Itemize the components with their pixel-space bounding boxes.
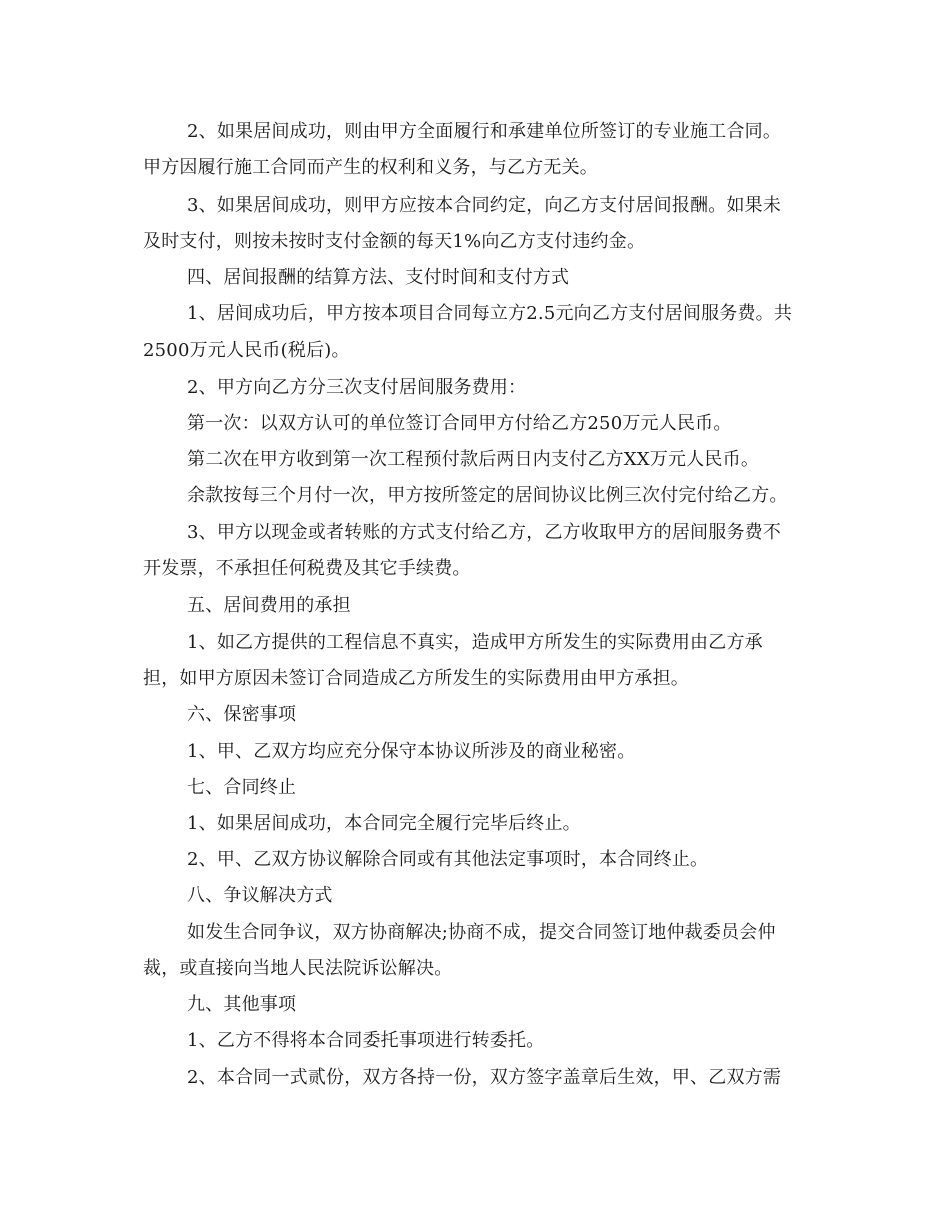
paragraph-line: 担，如甲方原因未签订合同造成乙方所发生的实际费用由甲方承担。 [143, 668, 689, 689]
paragraph-line: 1、乙方不得将本合同委托事项进行转委托。 [187, 1030, 545, 1051]
paragraph-line: 2500万元人民币(税后)。 [143, 340, 350, 361]
paragraph-line: 1、居间成功后，甲方按本项目合同每立方2.5元向乙方支付居间服务费。共 [187, 303, 793, 324]
paragraph-line: 第二次在甲方收到第一次工程预付款后两日内支付乙方XX万元人民币。 [187, 449, 760, 470]
paragraph-line: 1、甲、乙双方均应充分保守本协议所涉及的商业秘密。 [187, 741, 636, 762]
section-heading: 九、其他事项 [187, 994, 297, 1015]
paragraph-line: 3、甲方以现金或者转账的方式支付给乙方，乙方收取甲方的居间服务费不 [187, 522, 782, 543]
paragraph-line: 3、如果居间成功，则甲方应按本合同约定，向乙方支付居间报酬。如果未 [187, 195, 782, 216]
paragraph-line: 甲方因履行施工合同而产生的权利和义务，与乙方无关。 [143, 157, 598, 178]
paragraph-line: 余款按每三个月付一次，甲方按所签定的居间协议比例三次付完付给乙方。 [187, 485, 788, 506]
paragraph-line: 1、如乙方提供的工程信息不真实，造成甲方所发生的实际费用由乙方承 [187, 632, 763, 653]
paragraph-line: 2、如果居间成功，则由甲方全面履行和承建单位所签订的专业施工合同。 [187, 121, 782, 142]
section-heading: 八、争议解决方式 [187, 885, 333, 906]
paragraph-line: 如发生合同争议，双方协商解决;协商不成，提交合同签订地仲裁委员会仲 [187, 922, 776, 943]
paragraph-line: 第一次：以双方认可的单位签订合同甲方付给乙方250万元人民币。 [187, 413, 732, 434]
paragraph-line: 2、本合同一式贰份，双方各持一份，双方签字盖章后生效，甲、乙双方需 [187, 1067, 782, 1088]
paragraph-line: 2、甲方向乙方分三次支付居间服务费用： [187, 377, 527, 398]
paragraph-line: 及时支付，则按未按时支付金额的每天1%向乙方支付违约金。 [143, 231, 646, 252]
paragraph-line: 开发票，不承担任何税费及其它手续费。 [143, 558, 471, 579]
section-heading: 五、居间费用的承担 [187, 595, 351, 616]
section-heading: 六、保密事项 [187, 704, 297, 725]
section-heading: 四、居间报酬的结算方法、支付时间和支付方式 [187, 267, 570, 288]
paragraph-line: 2、甲、乙双方协议解除合同或有其他法定事项时，本合同终止。 [187, 849, 709, 870]
paragraph-line: 裁，或直接向当地人民法院诉讼解决。 [143, 958, 453, 979]
paragraph-line: 1、如果居间成功，本合同完全履行完毕后终止。 [187, 813, 581, 834]
section-heading: 七、合同终止 [187, 777, 297, 798]
